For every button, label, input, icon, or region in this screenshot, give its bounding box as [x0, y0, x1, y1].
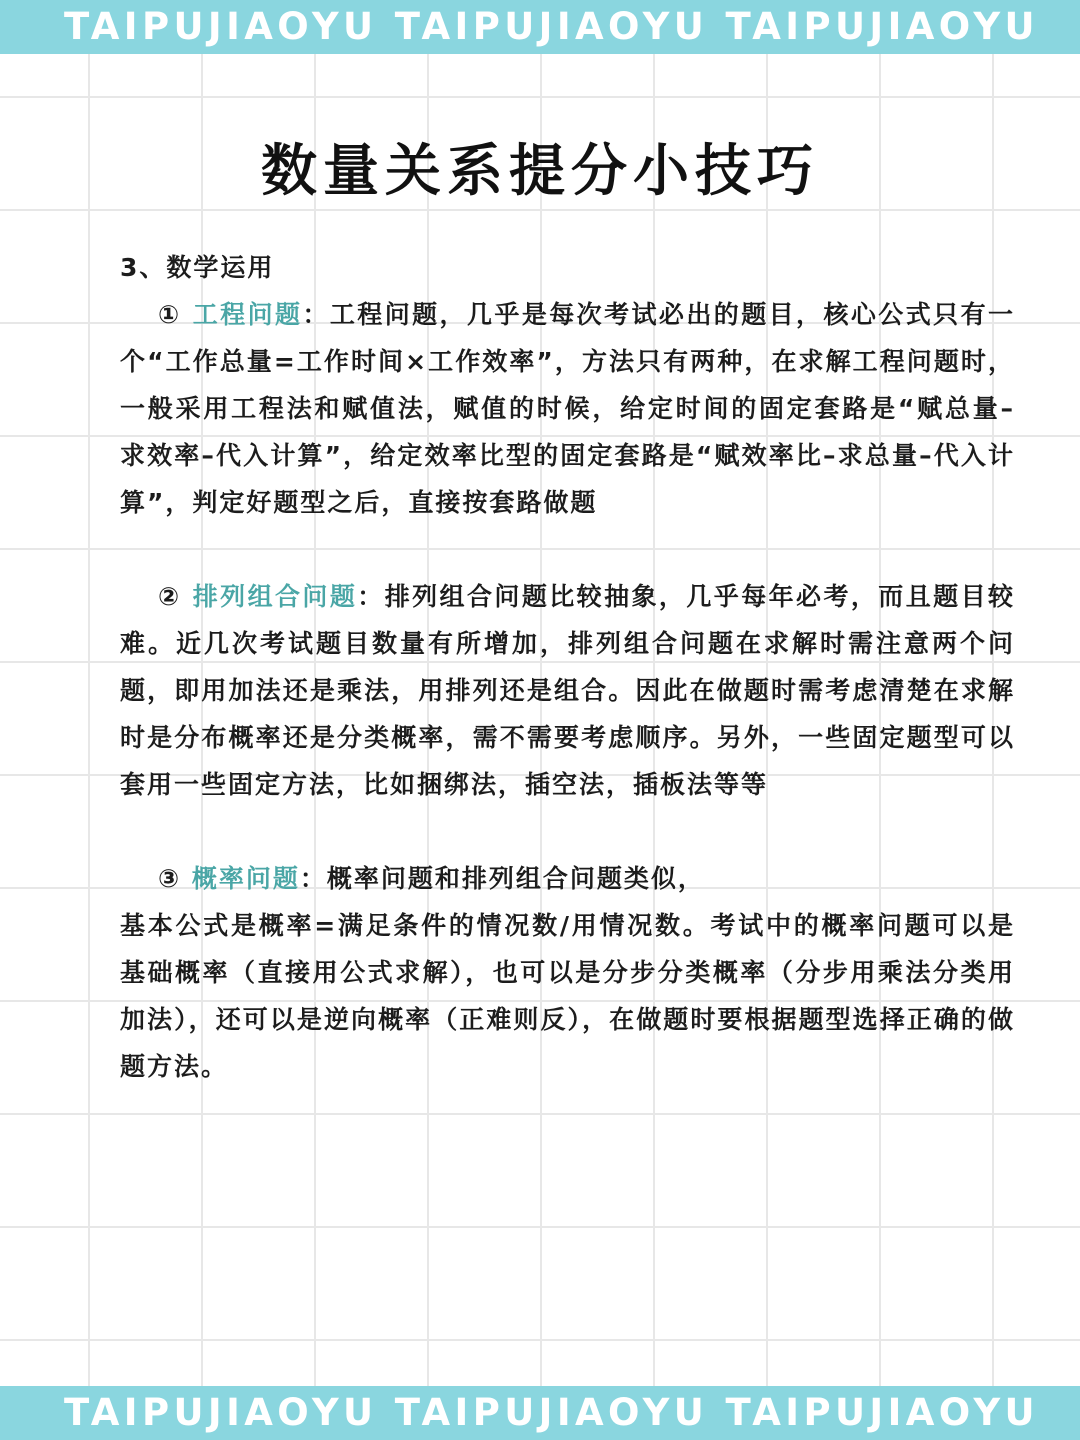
paragraph-text-line1: ：概率问题和排列组合问题类似， [299, 864, 705, 893]
paragraph-text-rest: 基本公式是概率=满足条件的情况数/用情况数。考试中的概率问题可以是基础概率（直接用公式求解），也可以是分步分类概率（分步用乘法分类用加法），还可以是逆向概率（正难则反），在做题时要根据题型选择正确的做题方法。 [120, 911, 1015, 1081]
bottom-banner-text: TAIPUJIAOYU TAIPUJIAOYU TAIPUJIAOYU [64, 1391, 1039, 1434]
paragraph-permutation [120, 573, 1015, 808]
article-body [120, 244, 1015, 1090]
top-banner-text: TAIPUJIAOYU TAIPUJIAOYU TAIPUJIAOYU [64, 5, 1039, 48]
item-marker: ② [158, 582, 182, 611]
page-title: 数量关系提分小技巧 [261, 139, 819, 204]
paragraph-text: ：工程问题，几乎是每次考试必出的题目，核心公式只有一个“工作总量=工作时间×工作效率”，方法只有两种，在求解工程问题时，一般采用工程法和赋值法，赋值的时候，给定时间的固定套路是“赋总量–求效率–代入计算”，给定效率比型的固定套路是“赋效率比–求总量–代入计算”，判定好题型之后，直接按套路做题 [120, 300, 1015, 517]
bottom-banner [0, 1386, 1080, 1440]
item-marker: ① [158, 300, 182, 329]
topic-label-engineering: 工程问题 [192, 300, 303, 329]
item-marker: ③ [158, 864, 182, 893]
top-banner [0, 0, 1080, 54]
topic-label-permutation: 排列组合问题 [192, 582, 358, 611]
paragraph-probability [120, 855, 1015, 902]
section-heading: 3、数学运用 [120, 253, 275, 282]
topic-label-probability: 概率问题 [191, 864, 300, 893]
paragraph-text: ：排列组合问题比较抽象，几乎每年必考，而且题目较难。近几次考试题目数量有所增加，排列组合问题在求解时需注意两个问题，即用加法还是乘法，用排列还是组合。因此在做题时需考虑清楚在求解时是分布概率还是分类概率，需不需要考虑顺序。另外，一些固定题型可以套用一些固定方法，比如捆绑法，插空法，插板法等等 [120, 582, 1015, 799]
paragraph-engineering [120, 291, 1015, 526]
